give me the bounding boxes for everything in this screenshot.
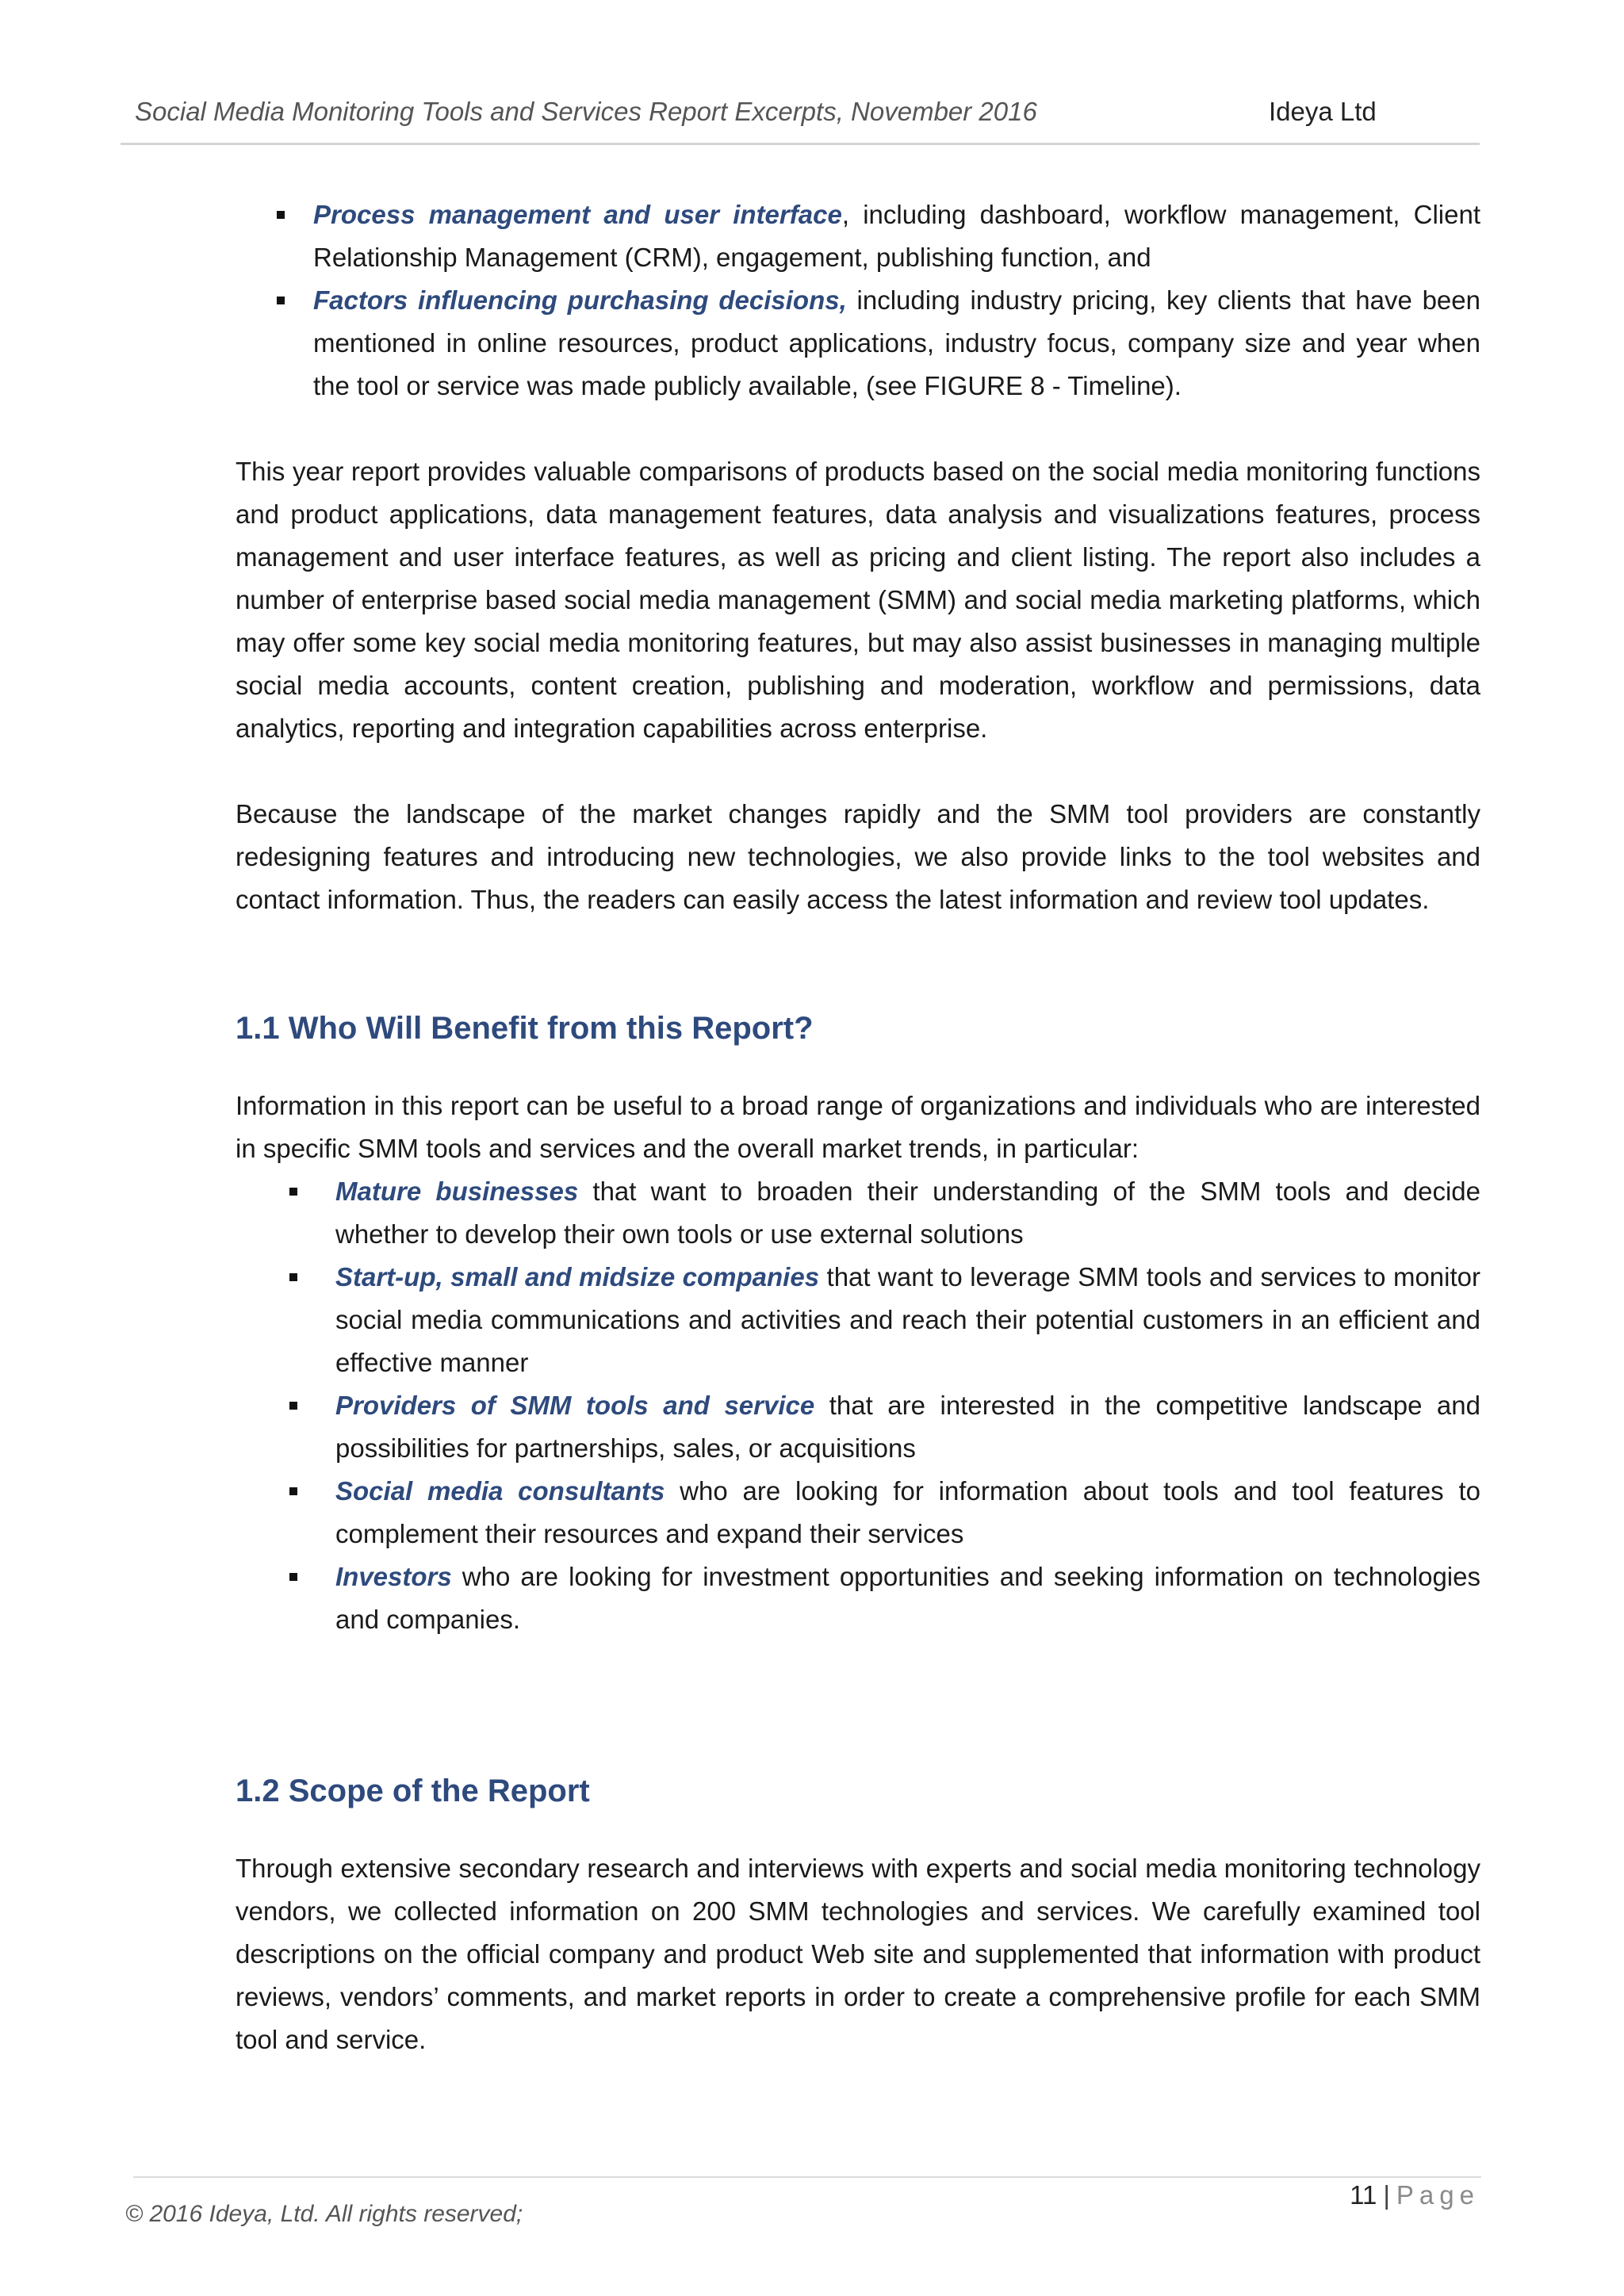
list-item xyxy=(236,1556,1480,1641)
square-bullet-icon xyxy=(277,297,285,304)
paragraph-comparisons: This year report provides valuable comparisons of products based on the social media monitoring functions and product applications, data management features, data analysis and visualizations features, process management and user interface features, as well as pricing and client listing. The report also includes a number of enterprise based social media management (SMM) and social media marketing platforms, which may offer some key social media monitoring features, but may also assist businesses in managing multiple social media accounts, content creation, publishing and moderation, workflow and permissions, data analytics, reporting and integration capabilities across enterprise. xyxy=(236,457,1480,743)
item-lead: Start-up, small and midsize companies xyxy=(335,1262,820,1292)
section-heading-1-1: 1.1 Who Will Benefit from this Report? xyxy=(236,1011,814,1046)
page-number-value: 11 xyxy=(1350,2180,1377,2210)
item-text: that want to broaden their understanding of the SMM tools and decide whether to develop their own tools or use external solutions xyxy=(335,1177,1480,1249)
square-bullet-icon xyxy=(289,1573,297,1581)
list-item xyxy=(236,1470,1480,1556)
header-title: Social Media Monitoring Tools and Services Report Excerpts, November 2016 xyxy=(135,97,1037,126)
item-text: who are looking for investment opportunities and seeking information on technologies and companies. xyxy=(335,1562,1480,1634)
item-lead: Factors influencing purchasing decisions, xyxy=(313,285,847,315)
page-content xyxy=(236,193,1480,2061)
item-lead: Process management and user interface xyxy=(313,200,842,229)
list-item xyxy=(236,1384,1480,1470)
item-lead: Mature businesses xyxy=(335,1177,579,1206)
page-number xyxy=(1350,2180,1480,2210)
paragraph-landscape: Because the landscape of the market changes rapidly and the SMM tool providers are constantly redesigning features and introducing new technologies, we also provide links to the tool websites and contact information. Thus, the readers can easily access the latest information and review tool updates. xyxy=(236,799,1480,914)
square-bullet-icon xyxy=(289,1487,297,1495)
paragraph-scope: Through extensive secondary research and interviews with experts and social media monitoring technology vendors, we collected information on 200 SMM technologies and services. We carefully examined tool descriptions on the official company and product Web site and supplemented that information with product reviews, vendors’ comments, and market reports in order to create a comprehensive profile for each SMM tool and service. xyxy=(236,1854,1480,2054)
header-company: Ideya Ltd xyxy=(1269,97,1377,126)
square-bullet-icon xyxy=(277,211,285,219)
square-bullet-icon xyxy=(289,1273,297,1281)
item-text: , including dashboard, workflow management, Client Relationship Management (CRM), engagement, publishing function, and xyxy=(313,200,1480,272)
footer-copyright: © 2016 Ideya, Ltd. All rights reserved; xyxy=(125,2201,523,2227)
intro-bullet-list xyxy=(236,193,1480,408)
item-lead: Social media consultants xyxy=(335,1476,665,1506)
square-bullet-icon xyxy=(289,1402,297,1410)
section-heading-1-2: 1.2 Scope of the Report xyxy=(236,1774,590,1808)
benefit-bullet-list xyxy=(236,1170,1480,1641)
item-lead: Providers of SMM tools and service xyxy=(335,1391,815,1420)
item-text: who are looking for information about tools and tool features to complement their resources and expand their services xyxy=(335,1476,1480,1548)
page-label: Page xyxy=(1396,2180,1480,2210)
square-bullet-icon xyxy=(289,1188,297,1196)
list-item xyxy=(236,1170,1480,1256)
item-text: including industry pricing, key clients that have been mentioned in online resources, product applications, industry focus, company size and year when the tool or service was made publicly available, (see FIGURE 8 - Timeline). xyxy=(313,285,1480,400)
list-item xyxy=(236,1256,1480,1384)
list-item xyxy=(236,279,1480,408)
item-text: that want to leverage SMM tools and services to monitor social media communications and activities and reach their potential customers in an efficient and effective manner xyxy=(335,1262,1481,1377)
list-item xyxy=(236,193,1480,279)
footer-divider xyxy=(133,2176,1481,2178)
item-lead: Investors xyxy=(335,1562,452,1591)
item-text: that are interested in the competitive landscape and possibilities for partnerships, sales, or acquisitions xyxy=(335,1391,1480,1463)
paragraph-benefit-intro: Information in this report can be useful to a broad range of organizations and individuals who are interested in specific SMM tools and services and the overall market trends, in particular: xyxy=(236,1091,1480,1163)
page-separator: | xyxy=(1383,2180,1390,2210)
header-divider xyxy=(121,143,1480,145)
